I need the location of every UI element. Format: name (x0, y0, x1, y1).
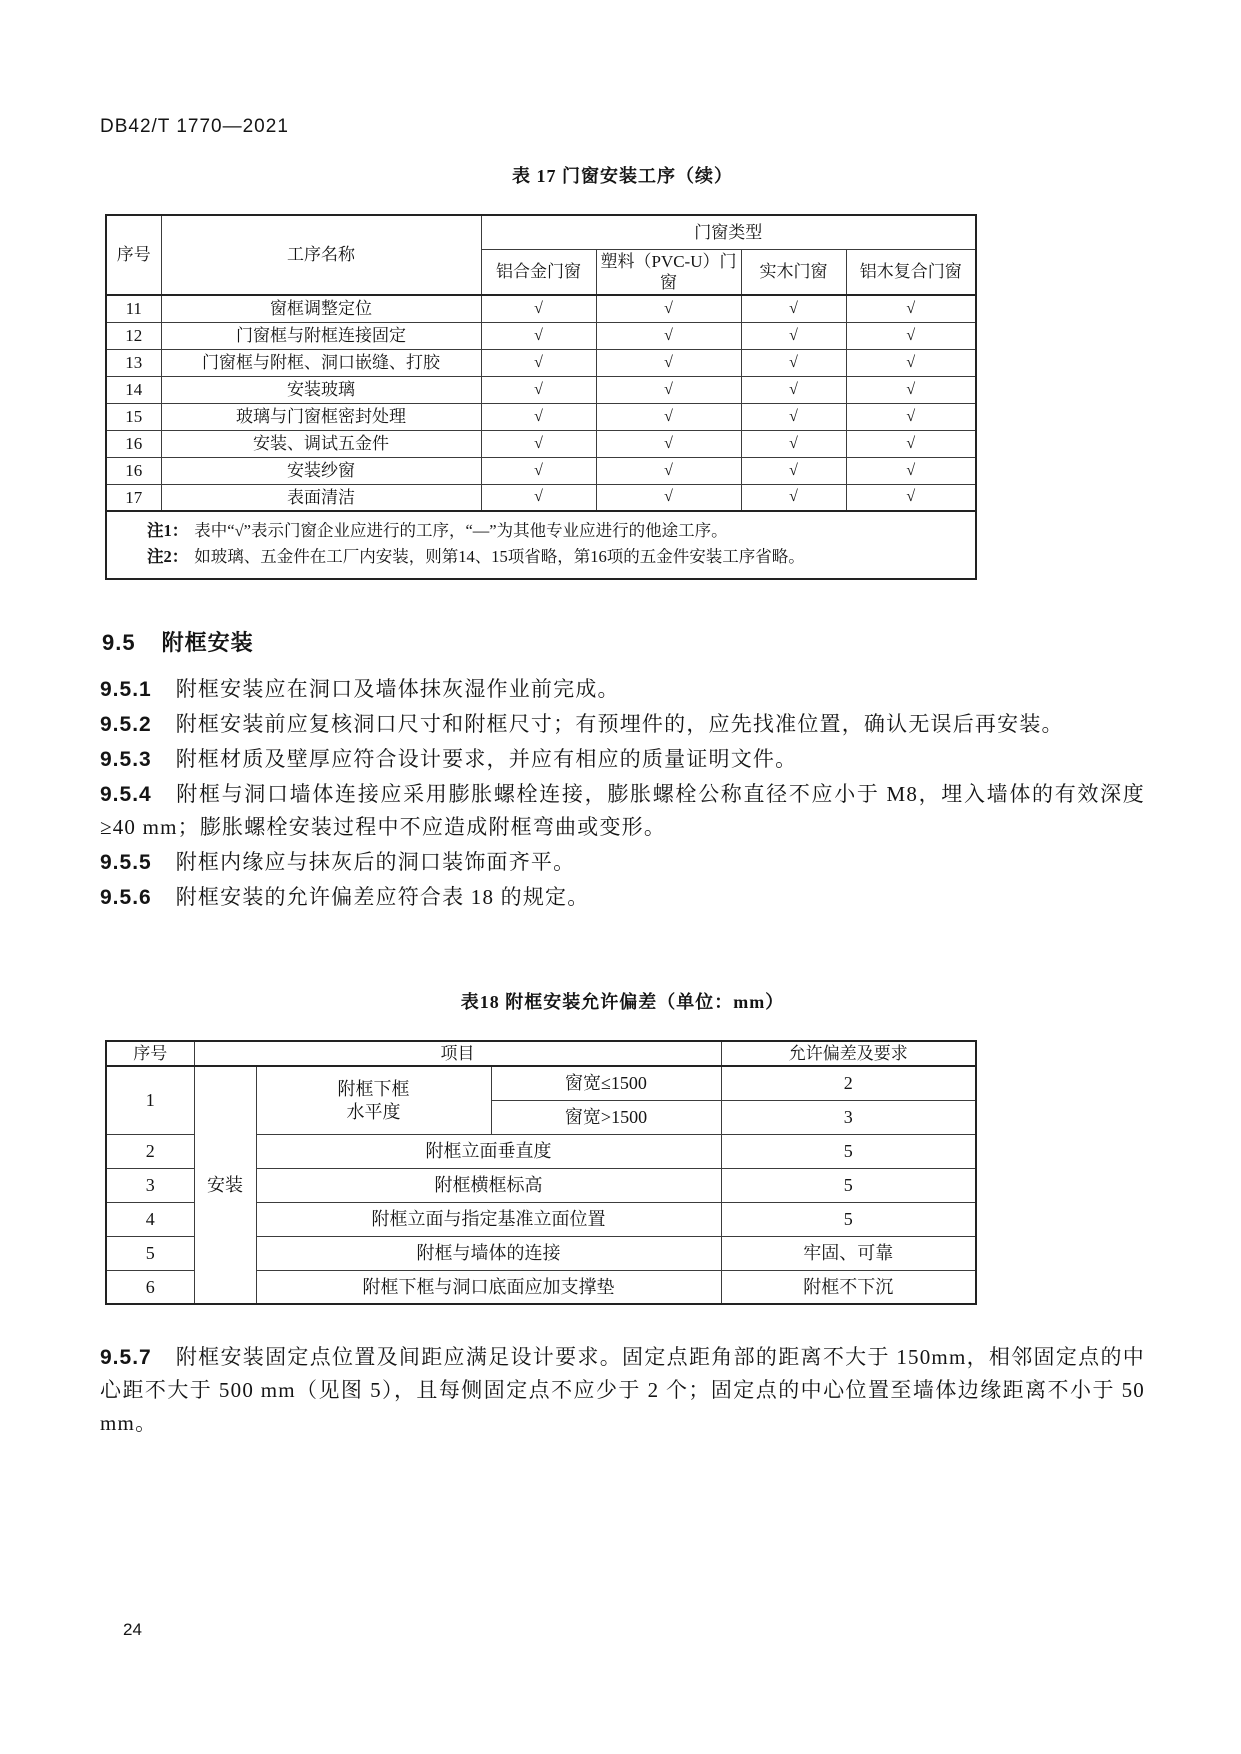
cell-item: 附框立面垂直度 (256, 1134, 721, 1168)
cell-seq: 17 (106, 484, 161, 511)
clause-number: 9.5.4 (100, 783, 152, 806)
cell-name: 窗框调整定位 (161, 295, 481, 322)
table-row (106, 457, 976, 484)
clause-text: 附框安装的允许偏差应符合表 18 的规定。 (175, 885, 590, 909)
cell-mark: √ (741, 349, 846, 376)
cell-name: 门窗框与附框、洞口嵌缝、打胶 (161, 349, 481, 376)
cell-mark: √ (481, 349, 596, 376)
cell-item: 附框与墙体的连接 (256, 1236, 721, 1270)
table-row (106, 430, 976, 457)
clause-9-5-3 (100, 743, 1145, 776)
clause-9-5-5 (100, 846, 1145, 879)
cell-mark: √ (741, 376, 846, 403)
clause-9-5-4 (100, 778, 1145, 844)
clause-number: 9.5.7 (100, 1346, 152, 1370)
clause-text: 附框与洞口墙体连接应采用膨胀螺栓连接，膨胀螺栓公称直径不应小于 M8，埋入墙体的有效深度≥40 mm；膨胀螺栓安装过程中不应造成附框弯曲或变形。 (100, 782, 1145, 839)
cell-mark: √ (596, 403, 741, 430)
cell-tolerance: 2 (721, 1066, 976, 1100)
document-code: DB42/T 1770—2021 (100, 116, 289, 137)
cell-seq: 16 (106, 430, 161, 457)
cell-name: 玻璃与门窗框密封处理 (161, 403, 481, 430)
cell-seq: 14 (106, 376, 161, 403)
col-header-type-aluminum: 铝合金门窗 (481, 249, 596, 295)
cell-seq: 11 (106, 295, 161, 322)
table-row (106, 1066, 976, 1100)
clause-list (100, 673, 1145, 914)
cell-mark: √ (596, 295, 741, 322)
cell-seq: 15 (106, 403, 161, 430)
col-header-type-group: 门窗类型 (481, 215, 976, 249)
cell-mark: √ (846, 457, 976, 484)
cell-mark: √ (741, 322, 846, 349)
clause-number: 9.5.6 (100, 886, 152, 909)
table17-body (106, 295, 976, 579)
clause-9-5-1 (100, 673, 1145, 706)
table18-head (106, 1041, 976, 1066)
col-header-item: 项目 (194, 1041, 721, 1066)
clause-9-5-2 (100, 708, 1145, 741)
table18 (105, 1040, 977, 1305)
cell-tolerance: 5 (721, 1134, 976, 1168)
cell-mark: √ (741, 295, 846, 322)
cell-mark: √ (846, 376, 976, 403)
clause-number: 9.5.1 (100, 678, 152, 701)
cell-name: 门窗框与附框连接固定 (161, 322, 481, 349)
cell-mark: √ (481, 376, 596, 403)
cell-mark: √ (596, 322, 741, 349)
cell-seq: 4 (106, 1202, 194, 1236)
clause-text: 附框安装应在洞口及墙体抹灰湿作业前完成。 (175, 677, 620, 701)
clause-number: 9.5.5 (100, 851, 152, 874)
cell-mark: √ (846, 430, 976, 457)
table-row (106, 403, 976, 430)
cell-tolerance: 附框不下沉 (721, 1270, 976, 1304)
cell-mark: √ (741, 484, 846, 511)
cell-seq: 16 (106, 457, 161, 484)
cell-condition: 窗宽>1500 (491, 1100, 721, 1134)
table18-title: 表18 附框安装允许偏差（单位：mm） (460, 992, 785, 1012)
table-row (106, 484, 976, 511)
cell-mark: √ (596, 457, 741, 484)
table-note-2 (147, 544, 965, 570)
clause-9-5-6 (100, 881, 1145, 914)
note-label: 注2： (147, 547, 189, 566)
col-header-name: 工序名称 (161, 215, 481, 295)
page-number: 24 (123, 1620, 142, 1639)
cell-mark: √ (741, 403, 846, 430)
cell-tolerance: 5 (721, 1168, 976, 1202)
cell-item (256, 1066, 491, 1134)
cell-mark: √ (846, 484, 976, 511)
cell-mark: √ (846, 322, 976, 349)
cell-condition: 窗宽≤1500 (491, 1066, 721, 1100)
clause-text: 附框材质及壁厚应符合设计要求，并应有相应的质量证明文件。 (175, 747, 798, 771)
cell-mark: √ (596, 430, 741, 457)
cell-mark: √ (846, 403, 976, 430)
cell-name: 安装纱窗 (161, 457, 481, 484)
clause-number: 9.5.2 (100, 713, 152, 736)
cell-seq: 3 (106, 1168, 194, 1202)
note-text: 如玻璃、五金件在工厂内安装，则第14、15项省略，第16项的五金件安装工序省略。 (194, 547, 805, 566)
cell-tolerance: 3 (721, 1100, 976, 1134)
col-header-tolerance: 允许偏差及要求 (721, 1041, 976, 1066)
cell-seq: 5 (106, 1236, 194, 1270)
table17-notes-cell (106, 511, 976, 579)
cell-item: 附框横框标高 (256, 1168, 721, 1202)
col-header-type-wood: 实木门窗 (741, 249, 846, 295)
col-header-type-pvc: 塑料（PVC-U）门窗 (596, 249, 741, 295)
cell-seq: 2 (106, 1134, 194, 1168)
cell-mark: √ (741, 430, 846, 457)
cell-mark: √ (741, 457, 846, 484)
clause-text: 附框安装前应复核洞口尺寸和附框尺寸；有预埋件的，应先找准位置，确认无误后再安装。 (175, 712, 1064, 736)
clause-text: 附框安装固定点位置及间距应满足设计要求。固定点距角部的距离不大于 150mm，相邻固定点的中心距不大于 500 mm（见图 5），且每侧固定点不应少于 2 个；固定点的中心位置至墙体边缘距离不小于 50 mm。 (100, 1345, 1145, 1436)
cell-item: 附框下框与洞口底面应加支撑垫 (256, 1270, 721, 1304)
cell-tolerance: 牢固、可靠 (721, 1236, 976, 1270)
col-header-type-alu-wood: 铝木复合门窗 (846, 249, 976, 295)
cell-seq: 6 (106, 1270, 194, 1304)
cell-mark: √ (481, 322, 596, 349)
table17-title: 表 17 门窗安装工序（续） (512, 166, 733, 186)
cell-group-install: 安装 (194, 1066, 256, 1304)
table17-header-row-1 (106, 215, 976, 249)
cell-name: 安装、调试五金件 (161, 430, 481, 457)
cell-mark: √ (846, 295, 976, 322)
clause-text: 附框内缘应与抹灰后的洞口装饰面齐平。 (175, 850, 576, 874)
cell-item: 附框立面与指定基准立面位置 (256, 1202, 721, 1236)
cell-seq: 12 (106, 322, 161, 349)
cell-item-line1: 附框下框 (337, 1079, 410, 1099)
section-heading (102, 626, 1145, 657)
table-row (106, 349, 976, 376)
cell-name: 安装玻璃 (161, 376, 481, 403)
cell-mark: √ (481, 295, 596, 322)
table18-body (106, 1066, 976, 1304)
table18-header-row (106, 1041, 976, 1066)
note-text: 表中“√”表示门窗企业应进行的工序，“—”为其他专业应进行的他途工序。 (194, 521, 728, 540)
cell-item-line2: 水平度 (346, 1101, 401, 1122)
cell-mark: √ (481, 484, 596, 511)
table-row (106, 376, 976, 403)
cell-mark: √ (596, 484, 741, 511)
table-row (106, 322, 976, 349)
cell-mark: √ (596, 376, 741, 403)
clause-number: 9.5.3 (100, 748, 152, 771)
table-row (106, 295, 976, 322)
clause-9-5-7 (100, 1341, 1145, 1440)
table17-head (106, 215, 976, 295)
col-header-seq: 序号 (106, 1041, 194, 1066)
cell-name: 表面清洁 (161, 484, 481, 511)
section-number: 9.5 (102, 630, 136, 655)
cell-tolerance: 5 (721, 1202, 976, 1236)
cell-mark: √ (481, 403, 596, 430)
note-label: 注1： (147, 521, 189, 540)
table17 (105, 214, 977, 580)
cell-mark: √ (846, 349, 976, 376)
cell-mark: √ (596, 349, 741, 376)
cell-seq: 13 (106, 349, 161, 376)
section-title: 附框安装 (161, 630, 254, 655)
cell-mark: √ (481, 457, 596, 484)
table-note-1 (147, 518, 965, 544)
col-header-seq: 序号 (106, 215, 161, 295)
table17-notes-row (106, 511, 976, 579)
cell-mark: √ (481, 430, 596, 457)
cell-seq: 1 (106, 1066, 194, 1134)
